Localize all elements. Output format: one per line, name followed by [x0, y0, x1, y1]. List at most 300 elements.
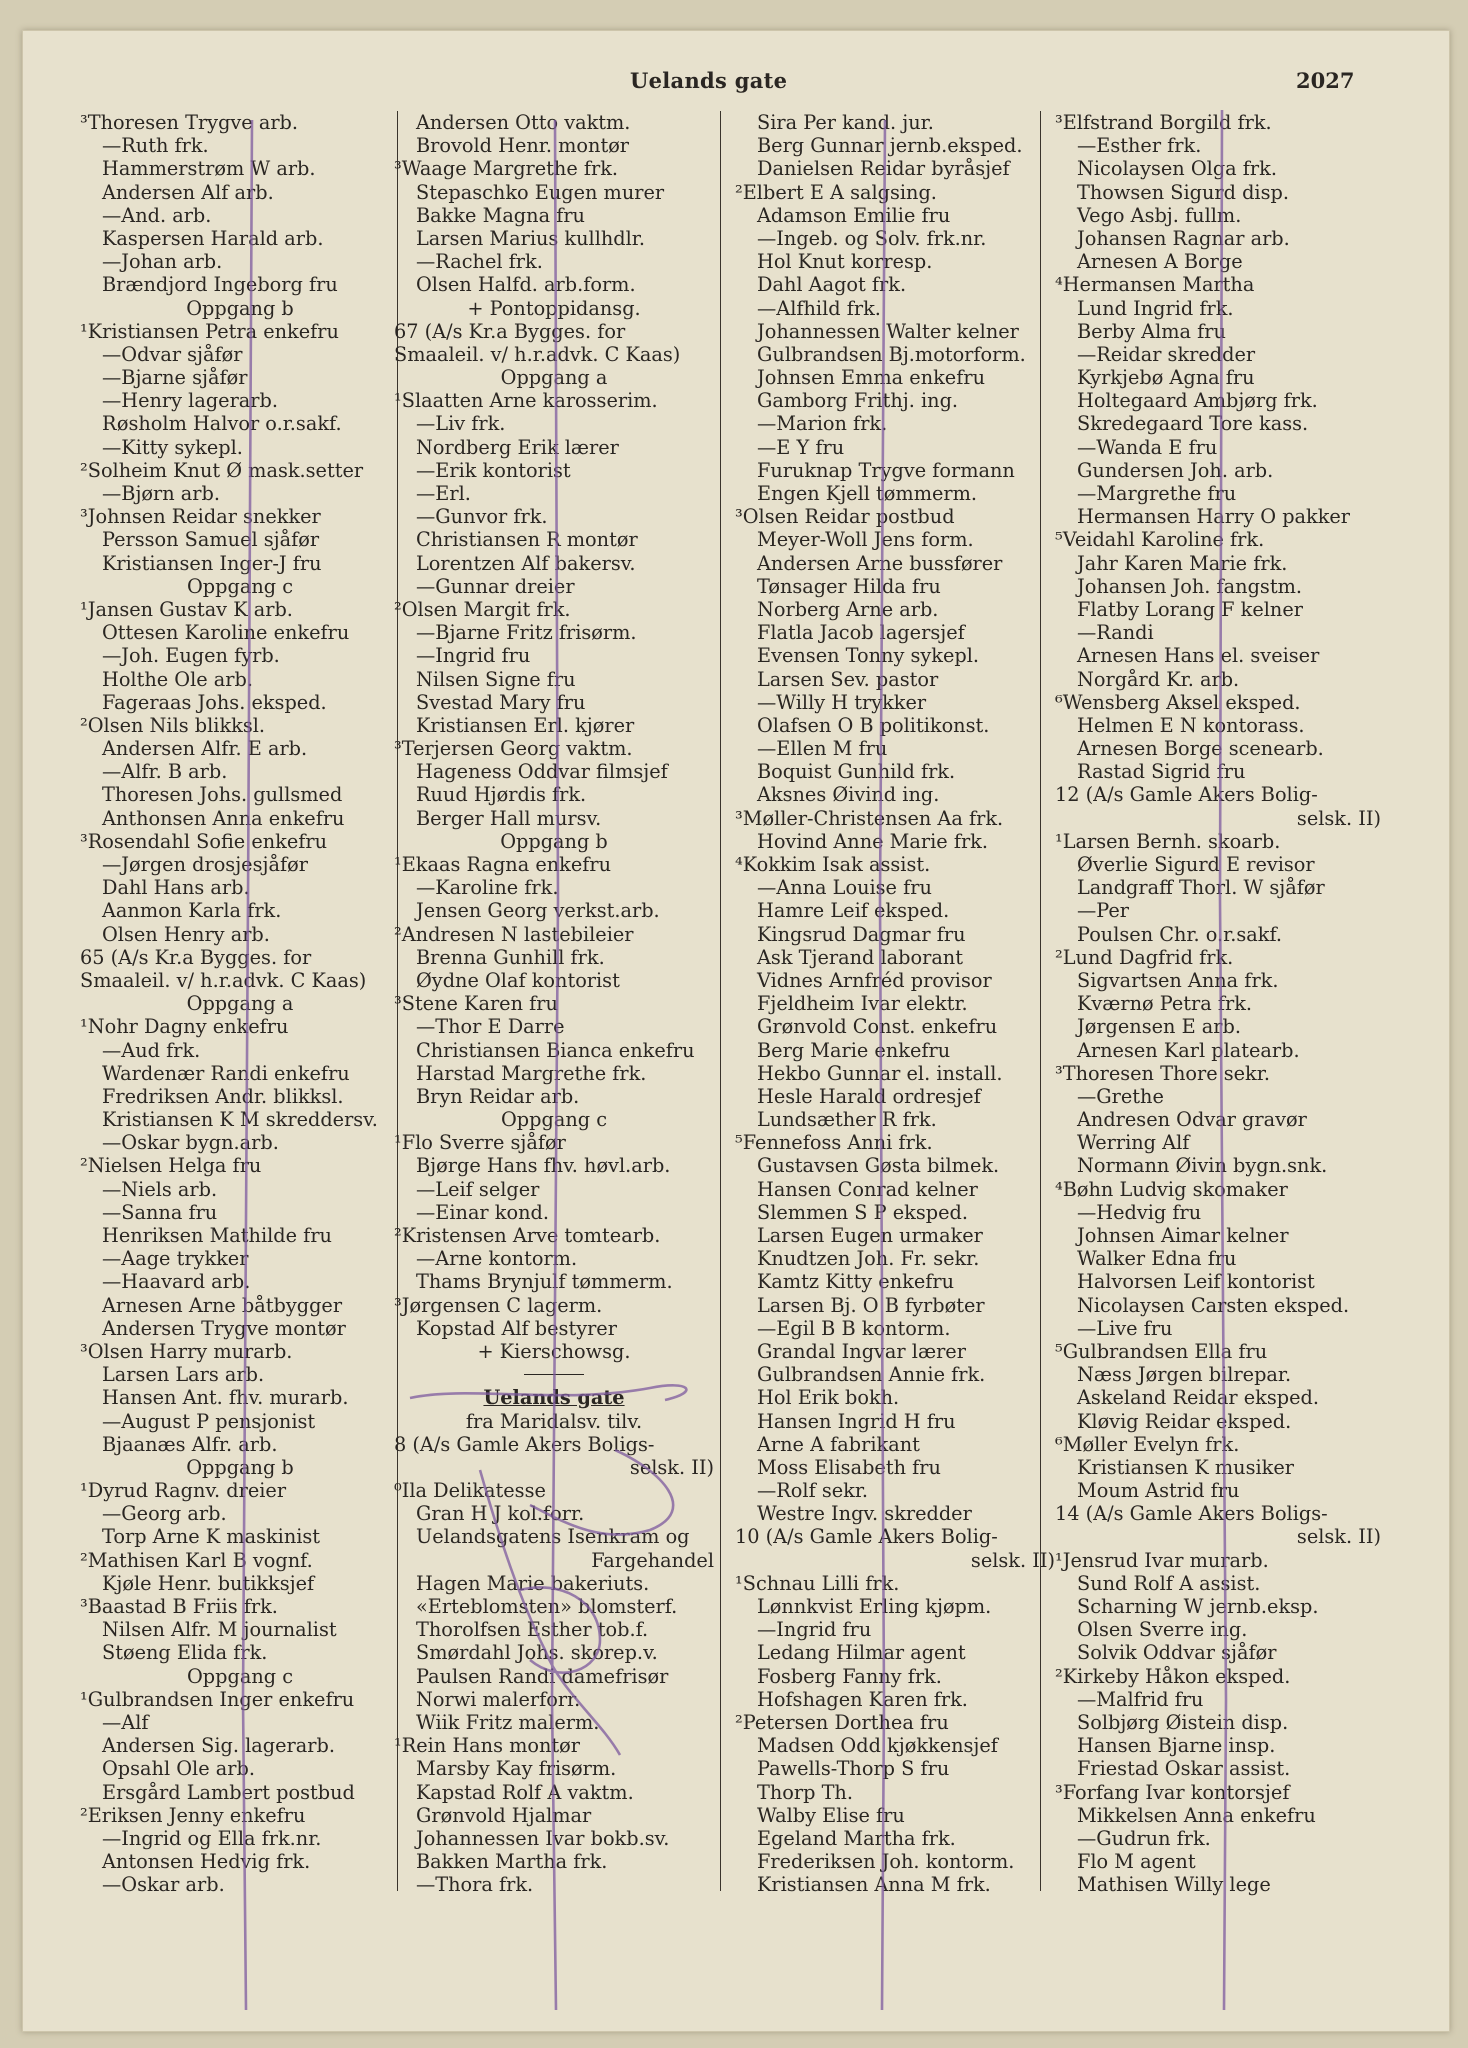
page-header: [0, 68, 1468, 98]
directory-entry: 67 (A/s Kr.a Bygges. for: [394, 319, 626, 343]
directory-entry: Norgård Kr. arb.: [1077, 667, 1240, 691]
directory-entry: ³Stene Karen fru: [394, 992, 558, 1016]
directory-entry: Johnsen Emma enkefru: [757, 366, 985, 390]
directory-entry: Normann Øivin bygn.snk.: [1077, 1154, 1328, 1178]
directory-entry: selsk. II): [1296, 806, 1381, 830]
directory-entry: Slemmen S P eksped.: [757, 1200, 968, 1224]
directory-entry: Sira Per kand. jur.: [757, 111, 934, 134]
directory-entry: ²Eriksen Jenny enkefru: [80, 1803, 306, 1827]
directory-entry: —Gunnar dreier: [416, 574, 575, 598]
directory-entry: Gulbrandsen Bj.motorform.: [757, 342, 1026, 366]
directory-entry: Brovold Henr. montør: [416, 134, 630, 158]
directory-entry: Aanmon Karla frk.: [102, 899, 282, 923]
directory-entry: Boquist Gunhild frk.: [757, 760, 956, 784]
directory-entry: Adamson Emilie fru: [757, 203, 951, 227]
directory-entry: Bakken Martha frk.: [416, 1850, 608, 1874]
directory-entry: Brenna Gunhill frk.: [416, 945, 605, 969]
directory-entry: Ask Tjerand laborant: [757, 945, 963, 969]
directory-entry: Johansen Ragnar arb.: [1077, 226, 1290, 250]
directory-entry: ²Mathisen Karl B vognf.: [80, 1548, 313, 1572]
directory-entry: Gran H J kol.forr.: [416, 1502, 585, 1526]
directory-entry: ⁴Hermansen Martha: [1055, 273, 1255, 297]
directory-entry: Kristiansen Inger-J fru: [102, 551, 322, 575]
directory-entry: —Ingeb. og Solv. frk.nr.: [757, 226, 987, 250]
directory-entry: 65 (A/s Kr.a Bygges. for: [80, 945, 312, 969]
directory-entry: Halvorsen Leif kontorist: [1077, 1270, 1315, 1294]
directory-entry: Holthe Ole arb.: [102, 667, 253, 691]
directory-entry: Furuknap Trygve formann: [757, 458, 1015, 482]
directory-entry: —Henry lagerarb.: [102, 389, 278, 413]
directory-entry: —Erik kontorist: [416, 458, 571, 482]
directory-entry: Bakke Magna fru: [416, 203, 585, 227]
directory-entry: —Per: [1077, 899, 1130, 923]
directory-entry: Jørgensen E arb.: [1077, 1015, 1241, 1039]
directory-entry: Hansen Bjarne insp.: [1077, 1734, 1276, 1758]
directory-entry: —Kitty sykepl.: [102, 435, 243, 459]
directory-entry: ¹Slaatten Arne karosserim.: [394, 389, 658, 413]
directory-entry: ³Møller-Christensen Aa frk.: [735, 806, 1004, 830]
directory-entry: —E Y fru: [757, 435, 845, 459]
directory-entry: Kløvig Reidar eksped.: [1077, 1409, 1292, 1433]
directory-entry: ¹Jensrud Ivar murarb.: [1055, 1548, 1269, 1572]
directory-entry: Andersen Alfr. E arb.: [102, 737, 308, 761]
directory-entry: Solbjørg Øistein disp.: [1077, 1710, 1289, 1734]
directory-entry: ⁴Kokkim Isak assist.: [735, 853, 931, 876]
directory-entry: Askeland Reidar eksped.: [1077, 1386, 1319, 1410]
directory-entry: Bryn Reidar arb.: [416, 1084, 580, 1108]
directory-entry: —Rolf sekr.: [757, 1479, 869, 1503]
page-number: 2027: [1296, 68, 1355, 93]
directory-entry: Andresen Odvar gravør: [1077, 1108, 1307, 1132]
directory-entry: Landgraff Thorl. W sjåfør: [1077, 876, 1325, 900]
directory-entry: —Johan arb.: [102, 250, 223, 274]
directory-entry: Flo M agent: [1077, 1850, 1196, 1874]
directory-entry: Hovind Anne Marie frk.: [757, 829, 988, 853]
directory-entry: —Thor E Darre: [416, 1015, 565, 1039]
directory-entry: —Erl.: [416, 482, 471, 505]
directory-entry: Andersen Arne bussfører: [757, 551, 1003, 575]
section-heading: fra Maridalsv. tilv.: [465, 1409, 643, 1433]
directory-entry: —Marion frk.: [757, 412, 888, 436]
section-heading: Oppgang a: [500, 366, 608, 390]
directory-entry: Hammerstrøm W arb.: [102, 157, 316, 181]
directory-entry: [394, 1363, 714, 1386]
directory-entry: —Odvar sjåfør: [102, 342, 243, 366]
directory-entry: Rastad Sigrid fru: [1077, 760, 1246, 784]
directory-entry: Svestad Mary fru: [416, 690, 586, 714]
directory-entry: Anthonsen Anna enkefru: [102, 806, 345, 830]
directory-entry: ³Baastad B Friis frk.: [80, 1595, 278, 1618]
directory-entry: Arnesen Hans el. sveiser: [1077, 644, 1320, 668]
directory-entry: —Reidar skredder: [1077, 342, 1256, 366]
directory-entry: Hansen Ant. fhv. murarb.: [102, 1386, 349, 1410]
directory-entry: ¹Gulbrandsen Inger enkefru: [80, 1687, 355, 1711]
directory-entry: Arne A fabrikant: [757, 1432, 920, 1456]
section-heading: + Pontoppidansg.: [467, 296, 641, 320]
directory-entry: Wiik Fritz malerm.: [416, 1710, 600, 1734]
column-divider: [720, 111, 721, 1891]
directory-entry: ³Thoresen Thore sekr.: [1055, 1061, 1270, 1085]
directory-entry: ¹Jansen Gustav K arb.: [80, 597, 293, 621]
directory-entry: Røsholm Halvor o.r.sakf.: [102, 412, 342, 436]
directory-entry: Nilsen Signe fru: [416, 667, 576, 691]
directory-entry: ³Rosendahl Sofie enkefru: [80, 829, 328, 853]
directory-entry: —Randi: [1077, 621, 1154, 645]
directory-entry: Larsen Eugen urmaker: [757, 1224, 983, 1247]
directory-entry: —Ingrid og Ella frk.nr.: [102, 1826, 322, 1850]
directory-entry: —Hedvig fru: [1077, 1200, 1202, 1224]
directory-entry: Kristiansen Anna M frk.: [757, 1873, 991, 1897]
directory-entry: Næss Jørgen bilrepar.: [1077, 1363, 1292, 1387]
directory-entry: Egeland Martha frk.: [757, 1826, 956, 1850]
directory-entry: Øverlie Sigurd E revisor: [1077, 853, 1315, 876]
directory-entry: —Grethe: [1077, 1084, 1164, 1108]
directory-entry: Arnesen Karl platearb.: [1077, 1038, 1300, 1062]
directory-entry: selsk. II): [629, 1455, 714, 1479]
directory-entry: —August P pensjonist: [102, 1409, 316, 1433]
directory-entry: ⁴Bøhn Ludvig skomaker: [1055, 1177, 1288, 1201]
directory-entry: Kapstad Rolf A vaktm.: [416, 1780, 634, 1804]
directory-entry: Torp Arne K maskinist: [102, 1525, 321, 1549]
directory-entry: Marsby Kay frisørm.: [416, 1757, 617, 1781]
directory-entry: —Karoline frk.: [416, 876, 559, 900]
directory-entry: —Margrethe fru: [1077, 482, 1237, 505]
directory-entry: Dahl Hans arb.: [102, 876, 250, 900]
directory-entry: Sigvartsen Anna frk.: [1077, 968, 1279, 992]
directory-entry: Gundersen Joh. arb.: [1077, 458, 1274, 482]
directory-entry: Johannessen Walter kelner: [757, 319, 1019, 343]
directory-entry: Jahr Karen Marie frk.: [1077, 551, 1288, 575]
directory-entry: —Rachel frk.: [416, 250, 543, 274]
directory-entry: —Niels arb.: [102, 1177, 218, 1201]
directory-entry: Hekbo Gunnar el. install.: [757, 1061, 1003, 1085]
directory-entry: Thorp Th.: [757, 1780, 853, 1804]
directory-entry: Nicolaysen Carsten eksped.: [1077, 1293, 1350, 1317]
directory-entry: Nicolaysen Olga frk.: [1077, 157, 1277, 181]
section-heading: Uelands gate: [483, 1386, 625, 1410]
directory-entry: Norwi malerforr.: [416, 1687, 581, 1711]
directory-entry: Henriksen Mathilde fru: [102, 1224, 332, 1247]
directory-entry: ²Kristensen Arve tomtearb.: [394, 1224, 661, 1247]
directory-entry: —Live fru: [1077, 1316, 1173, 1340]
directory-entry: Hofshagen Karen frk.: [757, 1687, 968, 1711]
directory-entry: ³Terjersen Georg vaktm.: [394, 737, 633, 761]
directory-entry: Nilsen Alfr. M journalist: [102, 1618, 337, 1642]
directory-entry: Smørdahl Johs. skorep.v.: [416, 1641, 658, 1665]
directory-entry: —Aage trykker: [102, 1247, 249, 1271]
directory-entry: —Ruth frk.: [102, 134, 209, 158]
directory-entry: Helmen E N kontorass.: [1077, 713, 1305, 737]
directory-entry: —Esther frk.: [1077, 134, 1202, 158]
directory-entry: ²Solheim Knut Ø mask.setter: [80, 458, 364, 482]
directory-entry: Bjørge Hans fhv. høvl.arb.: [416, 1154, 671, 1178]
section-heading: Oppgang b: [186, 1455, 294, 1479]
directory-entry: Ledang Hilmar agent: [757, 1641, 966, 1665]
directory-entry: Berger Hall mursv.: [416, 806, 602, 830]
directory-entry: ²Elbert E A salgsing.: [735, 180, 937, 204]
directory-entry: Meyer-Woll Jens form.: [757, 528, 974, 552]
directory-entry: ⁵Fennefoss Anni frk.: [735, 1131, 933, 1155]
directory-entry: —Egil B B kontorm.: [757, 1316, 951, 1340]
section-heading: Oppgang a: [186, 992, 294, 1016]
directory-entry: Hansen Ingrid H fru: [757, 1409, 956, 1433]
directory-entry: ³Olsen Harry murarb.: [80, 1339, 293, 1363]
directory-entry: Lønnkvist Erling kjøpm.: [757, 1595, 992, 1618]
section-heading: + Kierschowsg.: [477, 1339, 631, 1363]
directory-entry: Antonsen Hedvig frk.: [102, 1850, 311, 1874]
directory-entry: Thoresen Johs. gullsmed: [102, 783, 343, 807]
directory-entry: Jensen Georg verkst.arb.: [416, 899, 660, 923]
directory-entry: ⁶Møller Evelyn frk.: [1055, 1432, 1240, 1456]
directory-entry: Holtegaard Ambjørg frk.: [1077, 389, 1318, 413]
directory-entry: ¹Schnau Lilli frk.: [735, 1571, 900, 1595]
directory-entry: Larsen Bj. O B fyrbøter: [757, 1293, 985, 1317]
directory-entry: Vidnes Arnfréd provisor: [757, 968, 992, 992]
directory-entry: Mikkelsen Anna enkefru: [1077, 1803, 1316, 1827]
directory-entry: Skredegaard Tore kass.: [1077, 412, 1309, 436]
directory-entry: Kingsrud Dagmar fru: [757, 922, 966, 946]
directory-entry: Mathisen Willy lege: [1077, 1873, 1271, 1897]
directory-entry: Danielsen Reidar byråsjef: [757, 157, 1010, 181]
directory-entry: 12 (A/s Gamle Akers Bolig-: [1055, 783, 1318, 807]
directory-entry: Hol Erik bokh.: [757, 1386, 900, 1410]
directory-entry: Larsen Lars arb.: [102, 1363, 265, 1387]
directory-entry: selsk. II): [1296, 1525, 1381, 1549]
directory-entry: Andersen Sig. lagerarb.: [102, 1734, 335, 1758]
directory-entry: Berg Gunnar jernb.eksped.: [757, 134, 1023, 158]
directory-entry: Olsen Sverre ing.: [1077, 1618, 1248, 1642]
directory-entry: —Gunvor frk.: [416, 505, 548, 529]
directory-entry: Larsen Sev. pastor: [757, 667, 939, 691]
directory-entry: —Bjørn arb.: [102, 482, 220, 505]
directory-entry: Hansen Conrad kelner: [757, 1177, 978, 1201]
street-heading: Uelands gate: [630, 68, 788, 93]
directory-column-1: [80, 111, 400, 1911]
directory-entry: —Thora frk.: [416, 1873, 534, 1897]
directory-entry: ²Olsen Nils blikksl.: [80, 713, 266, 737]
directory-entry: Engen Kjell tømmerm.: [757, 482, 978, 505]
directory-entry: ¹Ekaas Ragna enkefru: [394, 853, 612, 876]
directory-entry: Fargehandel: [591, 1548, 714, 1572]
directory-entry: —Ellen M fru: [757, 737, 888, 761]
directory-entry: Grandal Ingvar lærer: [757, 1339, 966, 1363]
section-heading: Oppgang c: [186, 1664, 294, 1688]
directory-entry: Thorolfsen Esther tob.f.: [416, 1618, 649, 1642]
directory-entry: —Alf: [102, 1710, 149, 1734]
directory-entry: Gulbrandsen Annie frk.: [757, 1363, 986, 1387]
directory-entry: —Oskar bygn.arb.: [102, 1131, 279, 1155]
directory-entry: —Einar kond.: [416, 1200, 549, 1224]
directory-entry: Flatby Lorang F kelner: [1077, 597, 1303, 621]
directory-entry: Berby Alma fru: [1077, 319, 1226, 343]
directory-column-4: [1055, 111, 1381, 1911]
directory-entry: ³Thoresen Trygve arb.: [80, 111, 299, 134]
directory-column-3: [735, 111, 1055, 1911]
directory-entry: Fredriksen Andr. blikksl.: [102, 1084, 344, 1108]
directory-entry: Grønvold Const. enkefru: [757, 1015, 998, 1039]
directory-entry: Olsen Halfd. arb.form.: [416, 273, 636, 297]
directory-entry: —Willy H trykker: [757, 690, 927, 714]
directory-entry: Solvik Oddvar sjåfør: [1077, 1641, 1277, 1665]
directory-entry: 14 (A/s Gamle Akers Boligs-: [1055, 1502, 1328, 1526]
section-heading: Oppgang b: [186, 296, 294, 320]
directory-entry: Ruud Hjørdis frk.: [416, 783, 587, 807]
directory-entry: Fjeldheim Ivar elektr.: [757, 992, 968, 1016]
directory-entry: —Jørgen drosjesjåfør: [102, 853, 308, 876]
directory-entry: Arnesen Arne båtbygger: [102, 1293, 343, 1317]
directory-entry: —Ingrid fru: [416, 644, 531, 668]
directory-entry: 8 (A/s Gamle Akers Boligs-: [394, 1432, 655, 1456]
directory-entry: ²Nielsen Helga fru: [80, 1154, 262, 1178]
directory-entry: Hagen Marie bakeriuts.: [416, 1571, 650, 1595]
directory-entry: selsk. II): [970, 1548, 1055, 1572]
directory-entry: —Oskar arb.: [102, 1873, 225, 1897]
directory-entry: ¹Larsen Bernh. skoarb.: [1055, 829, 1281, 853]
directory-entry: —Alfr. B arb.: [102, 760, 228, 784]
directory-entry: Kristiansen K M skreddersv.: [102, 1108, 378, 1132]
directory-entry: —And. arb.: [102, 203, 212, 227]
directory-entry: —Arne kontorm.: [416, 1247, 578, 1271]
directory-entry: Moss Elisabeth fru: [757, 1455, 941, 1479]
directory-entry: Sund Rolf A assist.: [1077, 1571, 1261, 1595]
section-heading: Oppgang b: [500, 829, 608, 853]
directory-entry: Walby Elise fru: [757, 1803, 905, 1827]
directory-entry: ³Forfang Ivar kontorsjef: [1055, 1780, 1290, 1804]
directory-entry: Olafsen O B politikonst.: [757, 713, 990, 737]
directory-entry: ³Jørgensen C lagerm.: [394, 1293, 603, 1317]
directory-entry: —Leif selger: [416, 1177, 540, 1201]
directory-entry: Lund Ingrid frk.: [1077, 296, 1234, 320]
directory-entry: —Ingrid fru: [757, 1618, 872, 1642]
section-heading: Oppgang c: [500, 1108, 608, 1132]
directory-entry: Arnesen A Borge: [1077, 250, 1243, 274]
directory-entry: Christiansen Bianca enkefru: [416, 1038, 695, 1062]
directory-entry: Fageraas Johs. eksped.: [102, 690, 327, 714]
directory-entry: Frederiksen Joh. kontorm.: [757, 1850, 1015, 1874]
directory-entry: Andersen Otto vaktm.: [416, 111, 631, 134]
directory-entry: Johannessen Ivar bokb.sv.: [416, 1826, 670, 1850]
directory-entry: Scharning W jernb.eksp.: [1077, 1595, 1319, 1618]
directory-entry: Hermansen Harry O pakker: [1077, 505, 1351, 529]
directory-entry: Smaaleil. v/ h.r.advk. C Kaas): [80, 968, 367, 992]
directory-entry: 10 (A/s Gamle Akers Bolig-: [735, 1525, 998, 1549]
directory-entry: Johansen Joh. fangstm.: [1077, 574, 1302, 598]
directory-entry: Ottesen Karoline enkefru: [102, 621, 350, 645]
directory-entry: Kamtz Kitty enkefru: [757, 1270, 955, 1294]
directory-entry: Bjaanæs Alfr. arb.: [102, 1432, 278, 1456]
directory-entry: Persson Samuel sjåfør: [102, 528, 320, 552]
directory-entry: Olsen Henry arb.: [102, 922, 270, 946]
directory-entry: —Sanna fru: [102, 1200, 218, 1224]
directory-entry: ²Olsen Margit frk.: [394, 597, 571, 621]
directory-entry: —Haavard arb.: [102, 1270, 251, 1294]
directory-entry: ⁵Veidahl Karoline frk.: [1055, 528, 1265, 552]
directory-entry: Christiansen R montør: [416, 528, 638, 552]
directory-entry: ¹Kristiansen Petra enkefru: [80, 319, 339, 343]
directory-entry: Norberg Arne arb.: [757, 597, 939, 621]
directory-entry: —Alfhild frk.: [757, 296, 881, 320]
directory-entry: —Liv frk.: [416, 412, 506, 436]
directory-entry: Berg Marie enkefru: [757, 1038, 951, 1062]
directory-entry: Harstad Margrethe frk.: [416, 1061, 647, 1085]
directory-entry: Opsahl Ole arb.: [102, 1757, 255, 1781]
directory-entry: ⁵Gulbrandsen Ella fru: [1055, 1339, 1268, 1363]
directory-entry: ³Elfstrand Borgild frk.: [1055, 111, 1272, 134]
directory-entry: ¹Nohr Dagny enkefru: [80, 1015, 289, 1039]
directory-entry: Westre Ingv. skredder: [757, 1502, 972, 1526]
directory-entry: Hamre Leif eksped.: [757, 899, 950, 923]
directory-entry: Evensen Tonny sykepl.: [757, 644, 979, 668]
directory-entry: —Anna Louise fru: [757, 876, 932, 900]
directory-entry: Flatla Jacob lagersjef: [757, 621, 965, 645]
directory-entry: Uelandsgatens Isenkram og: [416, 1525, 690, 1549]
section-heading: Oppgang c: [186, 574, 294, 598]
directory-entry: Johnsen Aimar kelner: [1077, 1224, 1289, 1247]
directory-entry: Andersen Alf arb.: [102, 180, 274, 204]
directory-entry: Paulsen Randi damefrisør: [416, 1664, 669, 1688]
directory-entry: Werring Alf: [1077, 1131, 1190, 1155]
directory-entry: ²Andresen N lastebileier: [394, 922, 634, 946]
directory-entry: «Erteblomsten» blomsterf.: [416, 1595, 678, 1618]
directory-entry: Kopstad Alf bestyrer: [416, 1316, 617, 1340]
directory-entry: —Joh. Eugen fyrb.: [102, 644, 280, 668]
directory-entry: —Bjarne Fritz frisørm.: [416, 621, 637, 645]
directory-entry: Tønsager Hilda fru: [757, 574, 941, 598]
directory-entry: Pawells-Thorp S fru: [757, 1757, 950, 1781]
directory-entry: Nordberg Erik lærer: [416, 435, 619, 459]
directory-entry: Lorentzen Alf bakersv.: [416, 551, 636, 575]
directory-entry: ¹Flo Sverre sjåfør: [394, 1131, 566, 1155]
directory-entry: —Wanda E fru: [1077, 435, 1218, 459]
directory-entry: —Georg arb.: [102, 1502, 227, 1526]
directory-entry: Moum Astrid fru: [1077, 1479, 1240, 1503]
directory-entry: Larsen Marius kullhdlr.: [416, 226, 646, 250]
directory-entry: Kjøle Henr. butikksjef: [102, 1571, 315, 1595]
directory-entry: Andersen Trygve montør: [102, 1316, 346, 1340]
directory-entry: Walker Edna fru: [1077, 1247, 1237, 1271]
directory-entry: Brændjord Ingeborg fru: [102, 273, 338, 297]
directory-entry: ²Lund Dagfrid frk.: [1055, 945, 1234, 969]
directory-entry: Øydne Olaf kontorist: [416, 968, 620, 992]
directory-entry: Kværnø Petra frk.: [1077, 992, 1253, 1016]
directory-entry: ³Johnsen Reidar snekker: [80, 505, 321, 529]
directory-entry: Hageness Oddvar filmsjef: [416, 760, 668, 784]
directory-entry: Wardenær Randi enkefru: [102, 1061, 350, 1085]
directory-entry: ³Waage Margrethe frk.: [394, 157, 619, 181]
directory-entry: —Aud frk.: [102, 1038, 201, 1062]
directory-entry: Hol Knut korresp.: [757, 250, 933, 274]
directory-entry: ³Olsen Reidar postbud: [735, 505, 955, 529]
directory-entry: Thowsen Sigurd disp.: [1077, 180, 1289, 204]
directory-entry: Kyrkjebø Agna fru: [1077, 366, 1255, 390]
directory-entry: Madsen Odd kjøkkensjef: [757, 1734, 998, 1758]
directory-entry: Friestad Oskar assist.: [1077, 1757, 1291, 1781]
directory-column-2: [394, 111, 714, 1911]
directory-entry: ¹Dyrud Ragnv. dreier: [80, 1479, 287, 1503]
directory-entry: Kristiansen Erl. kjører: [416, 713, 635, 737]
directory-entry: Smaaleil. v/ h.r.advk. C Kaas): [394, 342, 681, 366]
directory-entry: Dahl Aagot frk.: [757, 273, 907, 297]
directory-entry: Gamborg Frithj. ing.: [757, 389, 959, 413]
directory-entry: Støeng Elida frk.: [102, 1641, 268, 1665]
directory-entry: Fosberg Fanny frk.: [757, 1664, 942, 1688]
directory-entry: —Malfrid fru: [1077, 1687, 1204, 1711]
directory-entry: Knudtzen Joh. Fr. sekr.: [757, 1247, 980, 1271]
directory-entry: Gustavsen Gøsta bilmek.: [757, 1154, 1000, 1178]
directory-entry: Kaspersen Harald arb.: [102, 226, 324, 250]
directory-entry: ²Petersen Dorthea fru: [735, 1710, 949, 1734]
directory-entry: Thams Brynjulf tømmerm.: [416, 1270, 673, 1294]
